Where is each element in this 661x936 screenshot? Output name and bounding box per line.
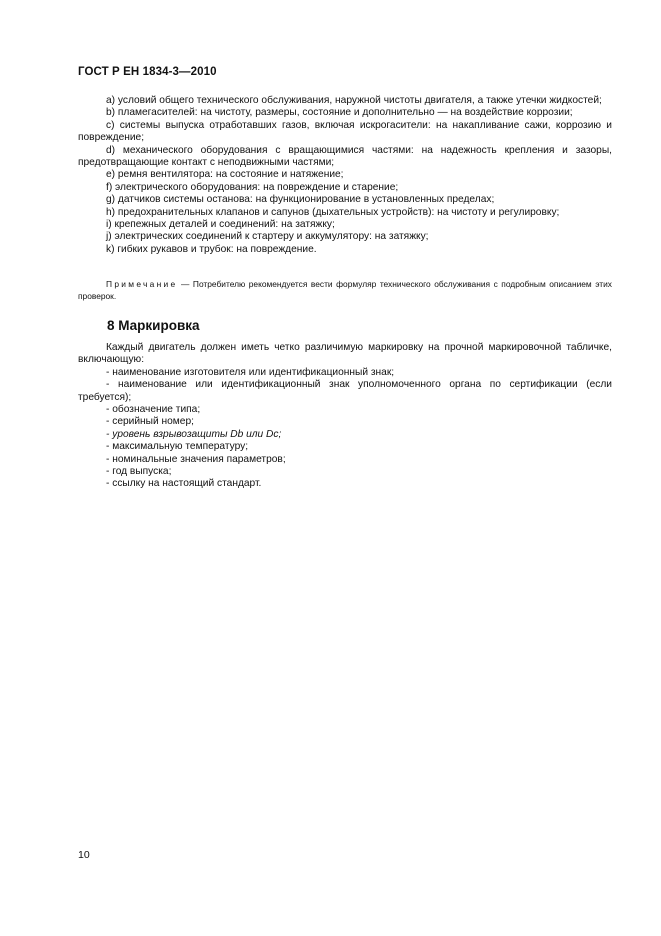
marking-item: - уровень взрывозащиты Db или Dc; [106, 428, 282, 440]
checklist-item: i) крепежных деталей и соединений: на затяжку; [106, 219, 335, 231]
checklist-item: с) системы выпуска отработавших газов, включая искрогасители: на накапливание сажи, коррозию и повреждение; [78, 119, 612, 144]
checklist-item: f) электрического оборудования: на повреждение и старение; [106, 181, 399, 193]
marking-item: - наименование изготовителя или идентификационный знак; [106, 366, 395, 378]
marking-item: - максимальную температуру; [106, 441, 249, 453]
inspection-checklist [78, 95, 612, 256]
marking-item: - обозначение типа; [106, 404, 201, 416]
marking-section-body [78, 342, 612, 491]
marking-item: - год выпуска; [106, 466, 172, 478]
marking-list [78, 367, 612, 491]
checklist-item: k) гибких рукавов и трубок: на повреждение. [106, 243, 317, 255]
note-label: Примечание [106, 279, 178, 289]
note-text: — Потребителю рекомендуется вести формуляр технического обслуживания с подробным описанием этих проверок. [78, 279, 612, 301]
checklist-item: а) условий общего технического обслуживания, наружной чистоты двигателя, а также утечки жидкостей; [106, 95, 602, 106]
section-heading: 8 Маркировка [107, 318, 200, 333]
marking-item: - серийный номер; [106, 416, 194, 428]
page-number: 10 [78, 849, 90, 861]
note-paragraph [78, 278, 612, 302]
checklist-item: е) ремня вентилятора: на состояние и натяжение; [106, 169, 344, 181]
checklist-item: j) электрических соединений к стартеру и аккумулятору: на затяжку; [106, 231, 429, 243]
checklist-item: h) предохранительных клапанов и сапунов (дыхательных устройств): на чистоту и регулировку; [106, 206, 560, 218]
section-intro: Каждый двигатель должен иметь четко различимую маркировку на прочной маркировочной табличке, включающую: [78, 342, 612, 366]
checklist-item: d) механического оборудования с вращающимися частями: на надежность крепления и зазоры, предотвращающие контакт с неподвижными частями; [78, 144, 612, 169]
checklist-item: g) датчиков системы останова: на функционирование в установленных пределах; [106, 194, 495, 206]
marking-item: - ссылку на настоящий стандарт. [106, 478, 262, 490]
checklist-item: b) пламегасителей: на чистоту, размеры, состояние и дополнительно — на воздействие коррозии; [106, 107, 573, 119]
marking-item: - номинальные значения параметров; [106, 453, 286, 465]
page-header-title: ГОСТ Р ЕН 1834-3—2010 [78, 66, 217, 78]
marking-item: - наименование или идентификационный знак уполномоченного органа по сертификации (если требуется); [78, 379, 612, 403]
